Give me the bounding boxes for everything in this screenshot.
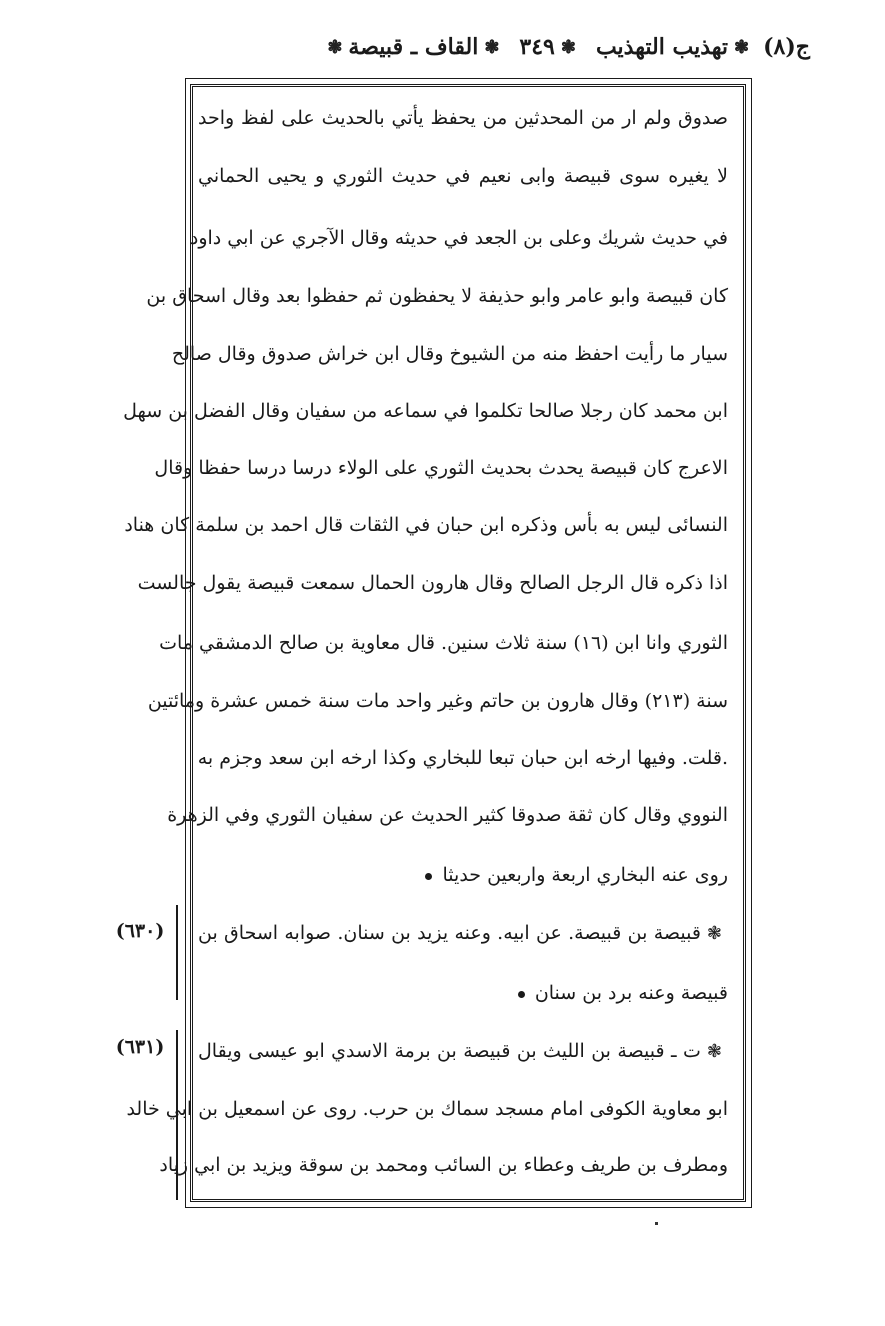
text-line: لا يغيره سوى قبيصة وابى نعيم في حديث الثوري و يحيى الحماني xyxy=(198,165,728,187)
entry-number: (٦٣٠) xyxy=(115,920,165,942)
text-line: كان قبيصة وابو عامر وابو حذيفة لا يحفظون ثم حفظوا بعد وقال اسحاق بن xyxy=(146,285,728,307)
text-line: النووي وقال كان ثقة صدوقا كثير الحديث عن سفيان الثوري وفي الزهرة xyxy=(167,804,728,826)
text-line-end xyxy=(198,975,728,1011)
text-line-end xyxy=(198,857,728,893)
end-mark-icon xyxy=(425,873,432,880)
volume-number: ج(٨) xyxy=(763,34,810,60)
page-number: ٣٤٩ xyxy=(519,34,555,60)
book-title: تهذيب التهذيب xyxy=(595,34,729,60)
section-title: القاف ـ قبيصة xyxy=(348,34,479,60)
end-mark-icon xyxy=(518,991,525,998)
entry-number: (٦٣١) xyxy=(115,1036,165,1058)
text-line: قبيصة وعنه برد بن سنان xyxy=(534,982,728,1004)
ornament-icon: ❃ xyxy=(734,36,750,58)
text-line: ت ـ قبيصة بن الليث بن قبيصة بن برمة الاسدي ابو عيسى ويقال xyxy=(198,1040,701,1062)
text-line: قبيصة بن قبيصة. عن ابيه. وعنه يزيد بن سنان. صوابه اسحاق بن xyxy=(198,922,701,944)
text-line: الثوري وانا ابن (١٦) سنة ثلاث سنين. قال معاوية بن صالح الدمشقي مات xyxy=(159,632,728,654)
text-line: سيار ما رأيت احفظ منه من الشيوخ وقال ابن خراش صدوق وقال صالح xyxy=(171,343,728,365)
ornament-icon: ❃ xyxy=(706,923,722,944)
entry-631-line xyxy=(198,1033,728,1069)
text-line: سنة (٢١٣) وقال هارون بن حاتم وغير واحد مات سنة خمس عشرة ومائتين xyxy=(147,690,728,712)
text-line: ابن محمد كان رجلا صالحا تكلموا في سماعه من سفيان وقال الفضل بن سهل xyxy=(123,400,728,422)
text-line: الاعرج كان قبيصة يحدث بحديث الثوري على الولاء درسا درسا حفظا وقال xyxy=(154,457,728,479)
text-line: ومطرف بن طريف وعطاء بن السائب ومحمد بن سوقة ويزيد بن ابي زياد xyxy=(159,1154,728,1176)
text-line: .قلت. وفيها ارخه ابن حبان تبعا للبخاري وكذا ارخه ابن سعد وجزم به xyxy=(197,747,728,769)
entry-630-line xyxy=(198,915,728,951)
text-line: صدوق ولم ار من المحدثين من يحفظ يأتي بالحديث على لفظ واحد xyxy=(198,107,728,129)
ink-speck xyxy=(655,1222,658,1225)
ornament-icon: ❃ xyxy=(706,1041,722,1062)
page-header xyxy=(160,30,810,64)
text-line: النسائى ليس به بأس وذكره ابن حبان في الثقات قال احمد بن سلمة كان هناد xyxy=(124,514,728,536)
ornament-icon: ❃ xyxy=(560,36,576,58)
text-line: روى عنه البخاري اربعة واربعين حديثا xyxy=(442,864,728,886)
text-line: اذا ذكره قال الرجل الصالح وقال هارون الحمال سمعت قبيصة يقول جالست xyxy=(137,572,728,594)
text-line: في حديث شريك وعلى بن الجعد في حديثه وقال الآجري عن ابي داود xyxy=(189,227,728,249)
ornament-icon: ❃ xyxy=(327,36,343,58)
text-line: ابو معاوية الكوفى امام مسجد سماك بن حرب. روى عن اسمعيل بن ابي خالد xyxy=(126,1098,728,1120)
ornament-icon: ❃ xyxy=(484,36,500,58)
